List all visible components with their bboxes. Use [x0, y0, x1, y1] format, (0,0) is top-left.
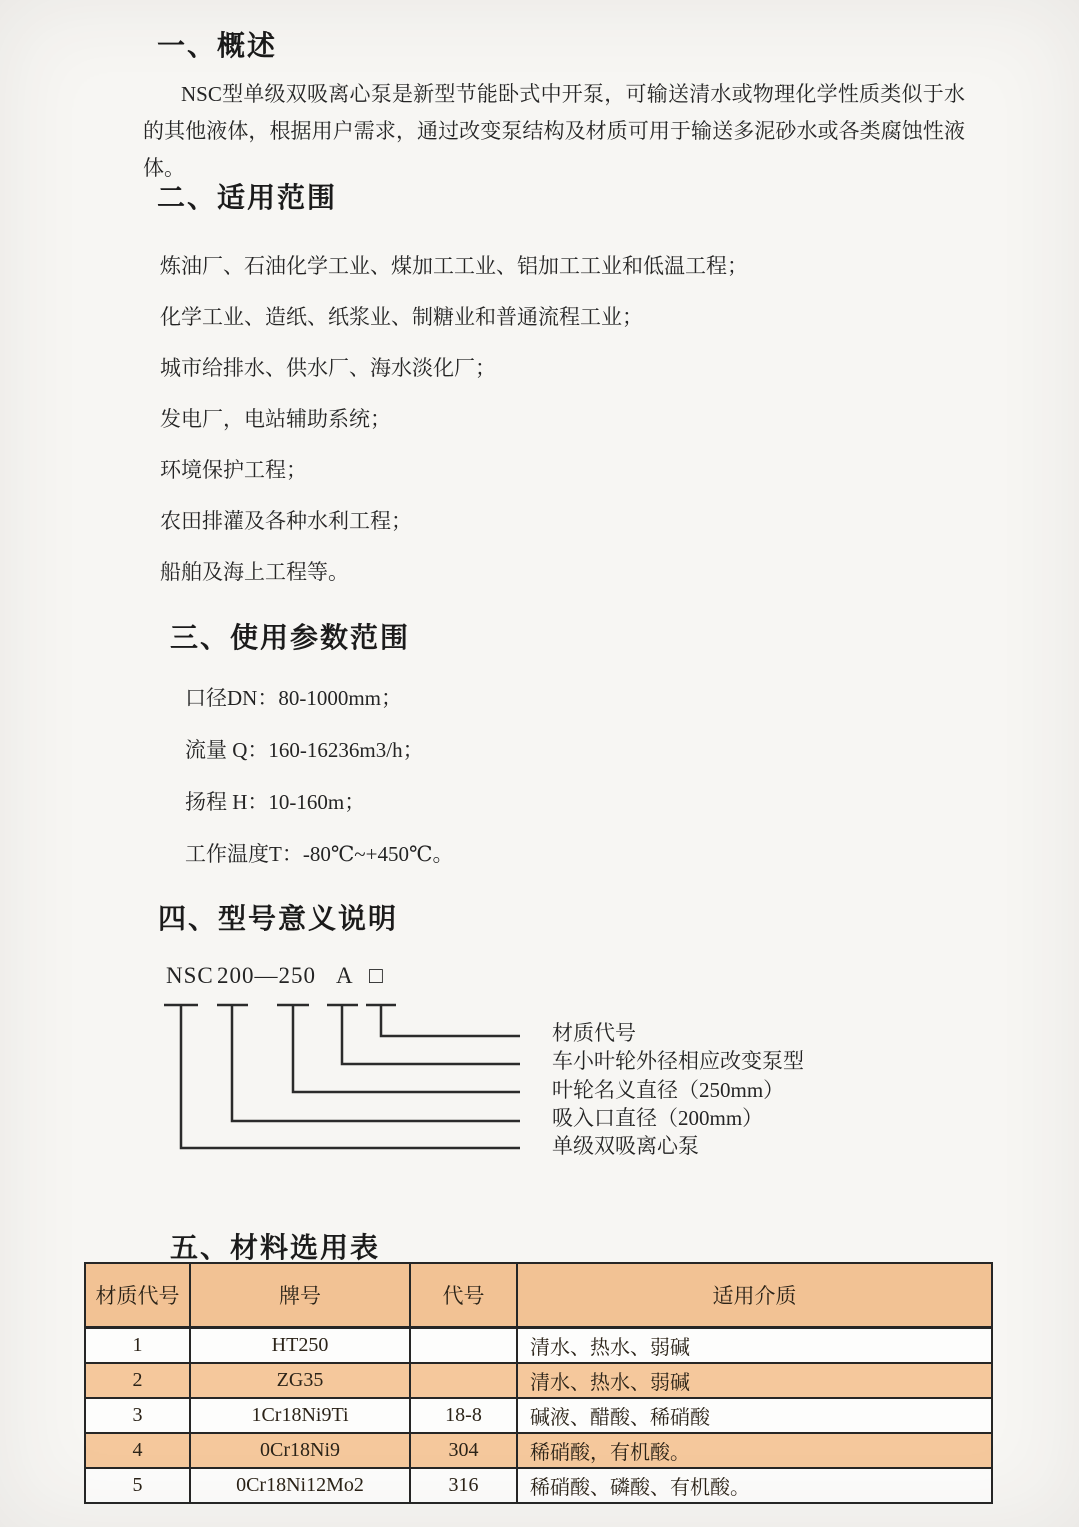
table-cell-code: 316: [410, 1468, 517, 1503]
table-cell-medium: 清水、热水、弱碱: [517, 1328, 992, 1364]
model-label-material-code: 材质代号: [552, 1021, 636, 1045]
table-row: [85, 1328, 992, 1364]
model-label-pump-type: 单级双吸离心泵: [552, 1134, 699, 1158]
section-heading-parameters: 三、使用参数范围: [170, 622, 411, 653]
section-heading-model: 四、型号意义说明: [158, 903, 399, 934]
scope-list: [160, 241, 748, 598]
table-row: [85, 1398, 992, 1433]
model-diagram-lines: [100, 995, 560, 1165]
model-code-variant: A: [336, 963, 354, 988]
table-cell-code: [410, 1363, 517, 1398]
table-header-medium: 适用介质: [517, 1263, 992, 1328]
table-cell-grade: 1Cr18Ni9Ti: [190, 1398, 410, 1433]
scope-item: 炼油厂、石油化学工业、煤加工工业、铝加工工业和低温工程；: [160, 254, 748, 278]
scope-item: 船舶及海上工程等。: [160, 560, 349, 584]
table-cell-material-code: 5: [85, 1468, 190, 1503]
scope-item: 环境保护工程；: [160, 458, 307, 482]
table-row: [85, 1433, 992, 1468]
scope-item: 发电厂，电站辅助系统；: [160, 407, 391, 431]
table-cell-medium: 稀硝酸、磷酸、有机酸。: [517, 1468, 992, 1503]
table-cell-medium: 碱液、醋酸、稀硝酸: [517, 1398, 992, 1433]
scope-item: 农田排灌及各种水利工程；: [160, 509, 412, 533]
table-header-material-code: 材质代号: [85, 1263, 190, 1328]
overview-paragraph: NSC型单级双吸离心泵是新型节能卧式中开泵，可输送清水或物理化学性质类似于水的其他液体，根据用户需求，通过改变泵结构及材质可用于输送多泥砂水或各类腐蚀性液体。: [143, 82, 965, 180]
model-code-series: NSC: [166, 963, 214, 988]
parameter-item-head: 扬程 H：10-160m；: [185, 790, 366, 814]
model-label-impeller-diameter: 叶轮名义直径（250mm）: [552, 1078, 785, 1102]
parameter-item-flow: 流量 Q：160-16236m3/h；: [185, 738, 424, 762]
table-cell-grade: HT250: [190, 1328, 410, 1364]
table-cell-material-code: 4: [85, 1433, 190, 1468]
table-cell-grade: 0Cr18Ni12Mo2: [190, 1468, 410, 1503]
table-cell-medium: 清水、热水、弱碱: [517, 1363, 992, 1398]
table-cell-material-code: 3: [85, 1398, 190, 1433]
section-heading-materials: 五、材料选用表: [170, 1232, 381, 1263]
section-heading-overview: 一、概述: [157, 30, 278, 61]
parameter-list: [185, 672, 454, 880]
model-label-suction-diameter: 吸入口直径（200mm）: [552, 1106, 764, 1130]
table-header-row: [85, 1263, 992, 1328]
table-header-grade: 牌号: [190, 1263, 410, 1328]
table-row: [85, 1363, 992, 1398]
model-code-size: 200—250: [217, 963, 316, 988]
model-code-material-box: □: [369, 963, 384, 988]
table-header-code: 代号: [410, 1263, 517, 1328]
model-label-trimmed-impeller: 车小叶轮外径相应改变泵型: [552, 1049, 804, 1073]
table-cell-material-code: 2: [85, 1363, 190, 1398]
table-cell-code: [410, 1328, 517, 1364]
parameter-item-temperature: 工作温度T：-80℃~+450℃。: [185, 842, 454, 866]
table-cell-grade: 0Cr18Ni9: [190, 1433, 410, 1468]
material-selection-table: [84, 1262, 993, 1504]
table-cell-material-code: 1: [85, 1328, 190, 1364]
table-cell-code: 304: [410, 1433, 517, 1468]
table-row: [85, 1468, 992, 1503]
section-heading-scope: 二、适用范围: [157, 182, 338, 213]
scope-item: 化学工业、造纸、纸浆业、制糖业和普通流程工业；: [160, 305, 643, 329]
table-cell-medium: 稀硝酸，有机酸。: [517, 1433, 992, 1468]
parameter-item-diameter: 口径DN：80-1000mm；: [185, 686, 402, 710]
table-cell-code: 18-8: [410, 1398, 517, 1433]
table-cell-grade: ZG35: [190, 1363, 410, 1398]
scope-item: 城市给排水、供水厂、海水淡化厂；: [160, 356, 496, 380]
